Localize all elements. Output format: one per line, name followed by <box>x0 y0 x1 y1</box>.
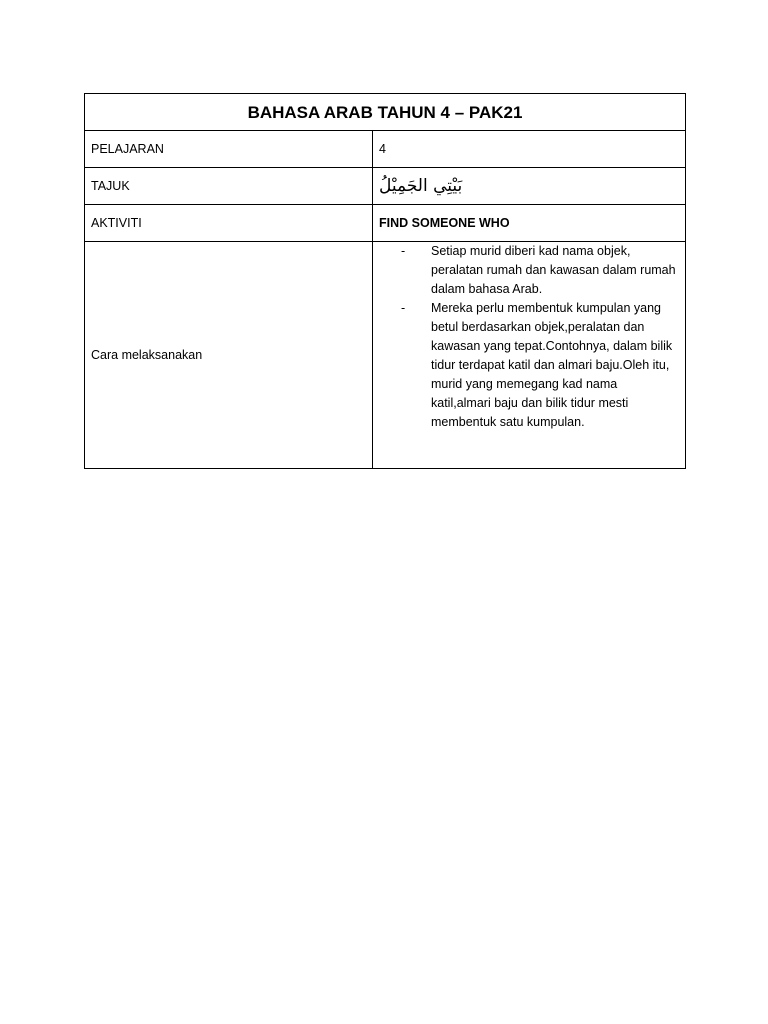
row-label-pelajaran: PELAJARAN <box>85 131 373 168</box>
row-value-aktiviti: FIND SOMEONE WHO <box>373 205 686 242</box>
row-label-tajuk: TAJUK <box>85 168 373 205</box>
row-aktiviti <box>85 205 686 242</box>
method-list <box>379 242 679 432</box>
row-pelajaran <box>85 131 686 168</box>
method-item <box>401 242 679 299</box>
row-method <box>85 242 686 469</box>
bullet-dash: - <box>401 301 406 315</box>
document-title: BAHASA ARAB TAHUN 4 – PAK21 <box>85 94 686 131</box>
row-value-tajuk: بَيْتِي الجَمِيْلُ <box>373 168 686 205</box>
lesson-info-table <box>84 93 686 469</box>
bullet-dash: - <box>401 244 406 258</box>
title-row <box>85 94 686 131</box>
row-tajuk <box>85 168 686 205</box>
method-item-text: Mereka perlu membentuk kumpulan yang betul berdasarkan objek,peralatan dan kawasan yang tepat.Contohnya, dalam bilik tidur terdapat katil dan almari baju.Oleh itu, murid yang memegang kad nama katil,almari baju dan bilik tidur mesti membentuk satu kumpulan. <box>431 301 673 429</box>
row-label-method: Cara melaksanakan <box>85 242 373 469</box>
method-item <box>401 299 679 432</box>
row-value-method <box>373 242 686 469</box>
row-label-aktiviti: AKTIVITI <box>85 205 373 242</box>
method-item-text: Setiap murid diberi kad nama objek, peralatan rumah dan kawasan dalam rumah dalam bahasa Arab. <box>431 244 676 296</box>
row-value-pelajaran: 4 <box>373 131 686 168</box>
